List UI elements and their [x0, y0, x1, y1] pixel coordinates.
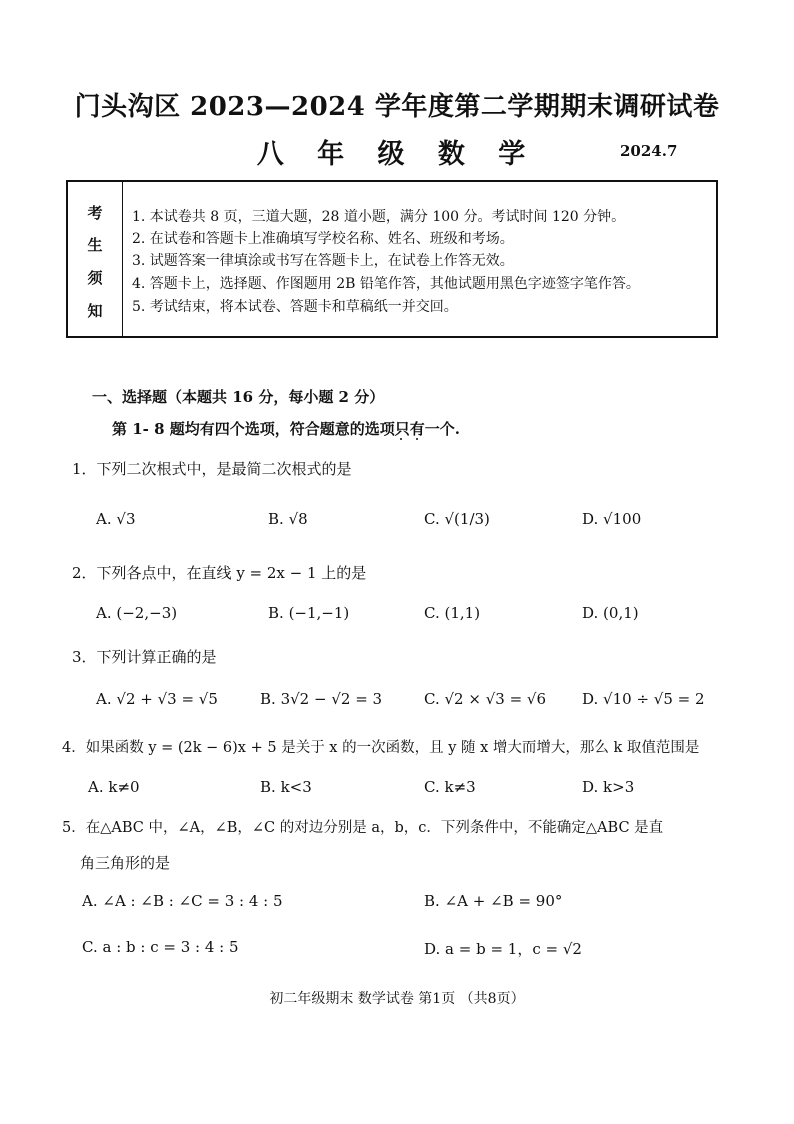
question-stem: 1．下列二次根式中，是最简二次根式的是: [72, 460, 352, 478]
option-label: A.: [96, 510, 112, 528]
option-label: C.: [82, 938, 98, 956]
option: [96, 510, 136, 528]
option-label: D.: [424, 940, 441, 958]
option: [424, 938, 582, 959]
option: [424, 778, 476, 796]
option-label: D.: [582, 690, 599, 708]
option: [582, 604, 639, 622]
option-text: k≠3: [444, 778, 476, 796]
option-text: k<3: [280, 778, 312, 796]
exam-title: 门头沟区 2023—2024 学年度第二学期期末调研试卷: [74, 92, 720, 122]
option-label: D.: [582, 604, 599, 622]
exam-notice-box: [66, 180, 718, 338]
option-text: (1,1): [444, 604, 481, 622]
notice-heading-char: 知: [87, 302, 103, 320]
option: [582, 510, 641, 528]
option-text: k>3: [603, 778, 635, 796]
notice-item: 2. 在试卷和答题卡上准确填写学校名称、姓名、班级和考场。: [132, 231, 514, 247]
option-label: A.: [96, 604, 112, 622]
option-text: ∠A + ∠B = 90°: [444, 892, 563, 910]
option: [96, 690, 218, 708]
notice-item: 4. 答题卡上，选择题、作图题用 2B 铅笔作答，其他试题用黑色字迹签字笔作答。: [132, 276, 640, 292]
emphasis-dot: [400, 438, 402, 440]
option-label: B.: [424, 892, 440, 910]
option-label: B.: [260, 778, 276, 796]
option: [424, 690, 546, 708]
question-stem-continued: 角三角形的是: [80, 854, 171, 872]
option-label: A.: [96, 690, 112, 708]
option-label: A.: [82, 892, 98, 910]
option-text: a : b : c = 3 : 4 : 5: [102, 938, 239, 956]
option-label: C.: [424, 778, 440, 796]
option-text: k≠0: [108, 778, 140, 796]
option-text: (0,1): [603, 604, 639, 622]
option-text: √10 ÷ √5 = 2: [603, 690, 705, 708]
option-label: D.: [582, 778, 599, 796]
question-stem: 2．下列各点中，在直线 y = 2x − 1 上的是: [72, 564, 367, 582]
exam-subtitle: 八 年 级 数 学: [256, 139, 538, 170]
option-label: B.: [268, 604, 284, 622]
section-title: 一、选择题（本题共 16 分，每小题 2 分）: [92, 388, 385, 406]
question-stem: 4．如果函数 y = (2k − 6)x + 5 是关于 x 的一次函数，且 y 随 x 增大而增大，那么 k 取值范围是: [62, 740, 700, 756]
option-label: A.: [88, 778, 104, 796]
option-label: D.: [582, 510, 599, 528]
notice-item: 5. 考试结束，将本试卷、答题卡和草稿纸一并交回。: [132, 299, 458, 315]
option: [260, 778, 312, 796]
exam-date: 2024.7: [620, 142, 678, 160]
option: [268, 510, 308, 528]
option-text: 3√2 − √2 = 3: [280, 690, 383, 708]
option-text: √100: [603, 510, 642, 528]
notice-item: 3. 试题答案一律填涂或书写在答题卡上，在试卷上作答无效。: [132, 253, 514, 269]
option-text: √(1/3): [444, 510, 490, 528]
notice-heading-char: 生: [87, 236, 103, 254]
option: [582, 690, 705, 708]
emphasis-dot: [416, 438, 418, 440]
option-text: a = b = 1，c = √2: [445, 940, 582, 958]
option-text: ∠A : ∠B : ∠C = 3 : 4 : 5: [102, 892, 283, 910]
notice-item: 1. 本试卷共 8 页，三道大题，28 道小题，满分 100 分。考试时间 120 分钟。: [132, 209, 626, 225]
option: [268, 604, 349, 622]
notice-heading: [68, 182, 123, 336]
section-note: 第 1- 8 题均有四个选项，符合题意的选项只有一个.: [112, 420, 460, 438]
option-label: B.: [268, 510, 284, 528]
page-footer: 初二年级期末 数学试卷 第1页 （共8页）: [269, 991, 525, 1007]
option-text: (−2,−3): [116, 604, 178, 622]
option-text: √2 + √3 = √5: [116, 690, 218, 708]
notice-heading-char: 考: [87, 204, 103, 222]
question-stem: 3．下列计算正确的是: [72, 648, 217, 666]
option: [424, 892, 562, 910]
notice-heading-char: 须: [87, 269, 103, 287]
option: [88, 778, 140, 796]
option-label: C.: [424, 510, 440, 528]
option-text: (−1,−1): [288, 604, 350, 622]
option: [96, 604, 177, 622]
option-text: √8: [288, 510, 308, 528]
option: [260, 690, 382, 708]
option-text: √3: [116, 510, 136, 528]
question-stem: 5．在△ABC 中，∠A，∠B，∠C 的对边分别是 a，b，c．下列条件中，不能确定△ABC 是直: [62, 820, 664, 836]
option-label: C.: [424, 690, 440, 708]
option: [82, 938, 239, 956]
option: [424, 604, 480, 622]
option: [582, 778, 634, 796]
option: [82, 892, 283, 910]
option-label: B.: [260, 690, 276, 708]
option-label: C.: [424, 604, 440, 622]
option: [424, 510, 490, 528]
option-text: √2 × √3 = √6: [444, 690, 547, 708]
